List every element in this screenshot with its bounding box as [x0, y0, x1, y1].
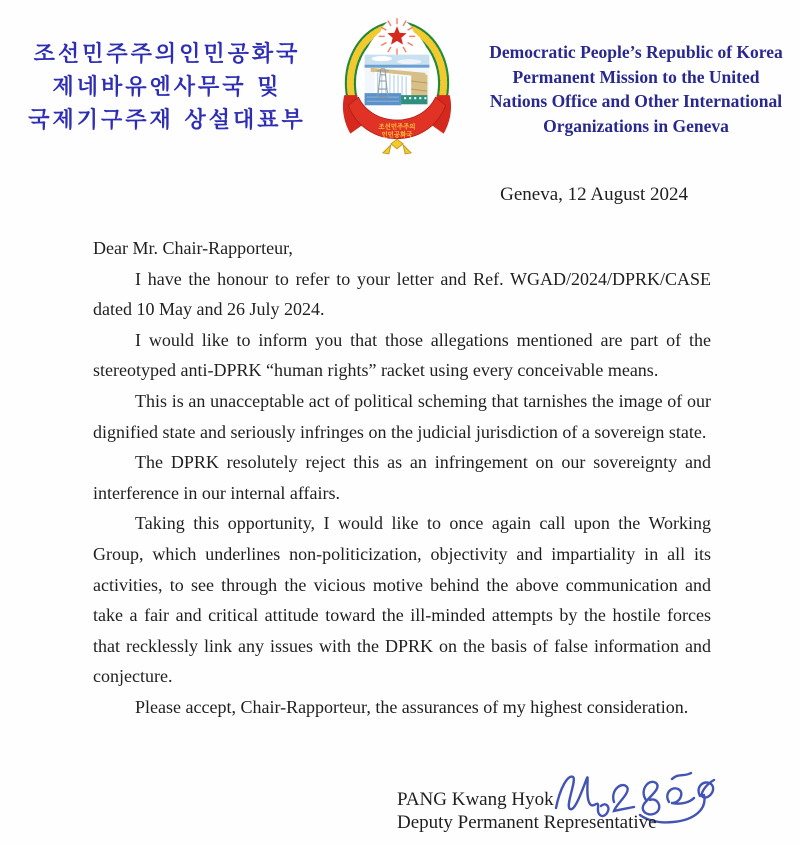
emblem-ribbon-text-1: 조선민주주의: [378, 122, 416, 131]
dateline: Geneva, 12 August 2024: [500, 184, 688, 205]
paragraph-3: This is an unacceptable act of political scheming that tarnishes the image of our dignified state and seriously infringes on the judicial jurisdiction of a sovereign state.: [93, 390, 711, 442]
letterhead-english-line-2: Permanent Mission to the United: [512, 66, 760, 87]
letterhead-english-line-3: Nations Office and Other International: [489, 91, 783, 111]
dprk-national-emblem-icon: [336, 8, 458, 160]
letterhead-korean-line-2: 제네바유엔사무국 및: [52, 75, 282, 100]
paragraph-5: Taking this opportunity, I would like to once again call upon the Working Group, which underlines non-politicization, objectivity and impartiality in all its activities, to see through the vicious motive behind the above communication and take a fair and critical attitude toward the ill-minded attempts by the hostile forces that recklessly link any issues with the DPRK on the basis of false information and conjecture.: [93, 513, 711, 687]
letterhead-korean: [6, 38, 328, 137]
closing-line: Please accept, Chair-Rapporteur, the assurances of my highest consideration.: [135, 696, 689, 717]
signatory-title: Deputy Permanent Representative: [397, 812, 657, 833]
letterhead-korean-line-3: 국제기구주재 상설대표부: [28, 108, 306, 133]
letterhead-korean-line-1: 조선민주주의인민공화국: [33, 42, 301, 67]
paragraph-1: I have the honour to refer to your letter and Ref. WGAD/2024/DPRK/CASE dated 10 May and 26 July 2024.: [93, 268, 711, 320]
salutation: Dear Mr. Chair-Rapporteur,: [93, 238, 293, 258]
emblem-ribbon-text-2: 인민공화국: [381, 130, 413, 139]
paragraph-4: The DPRK resolutely reject this as an infringement on our sovereignty and interference in our internal affairs.: [93, 452, 711, 503]
letterhead-english-line-4: Organizations in Geneva: [543, 115, 729, 136]
signatory-name: PANG Kwang Hyok: [397, 789, 554, 810]
letter-body: [93, 233, 711, 723]
letterhead-english: [480, 40, 792, 138]
letterhead-english-line-1: Democratic People’s Republic of Korea: [489, 42, 783, 62]
signature-block: [397, 788, 657, 834]
ribbon-bow-icon: [383, 139, 411, 154]
paragraph-2: I would like to inform you that those allegations mentioned are part of the stereotyped anti-DPRK “human rights” racket using every conceivable means.: [93, 329, 711, 381]
